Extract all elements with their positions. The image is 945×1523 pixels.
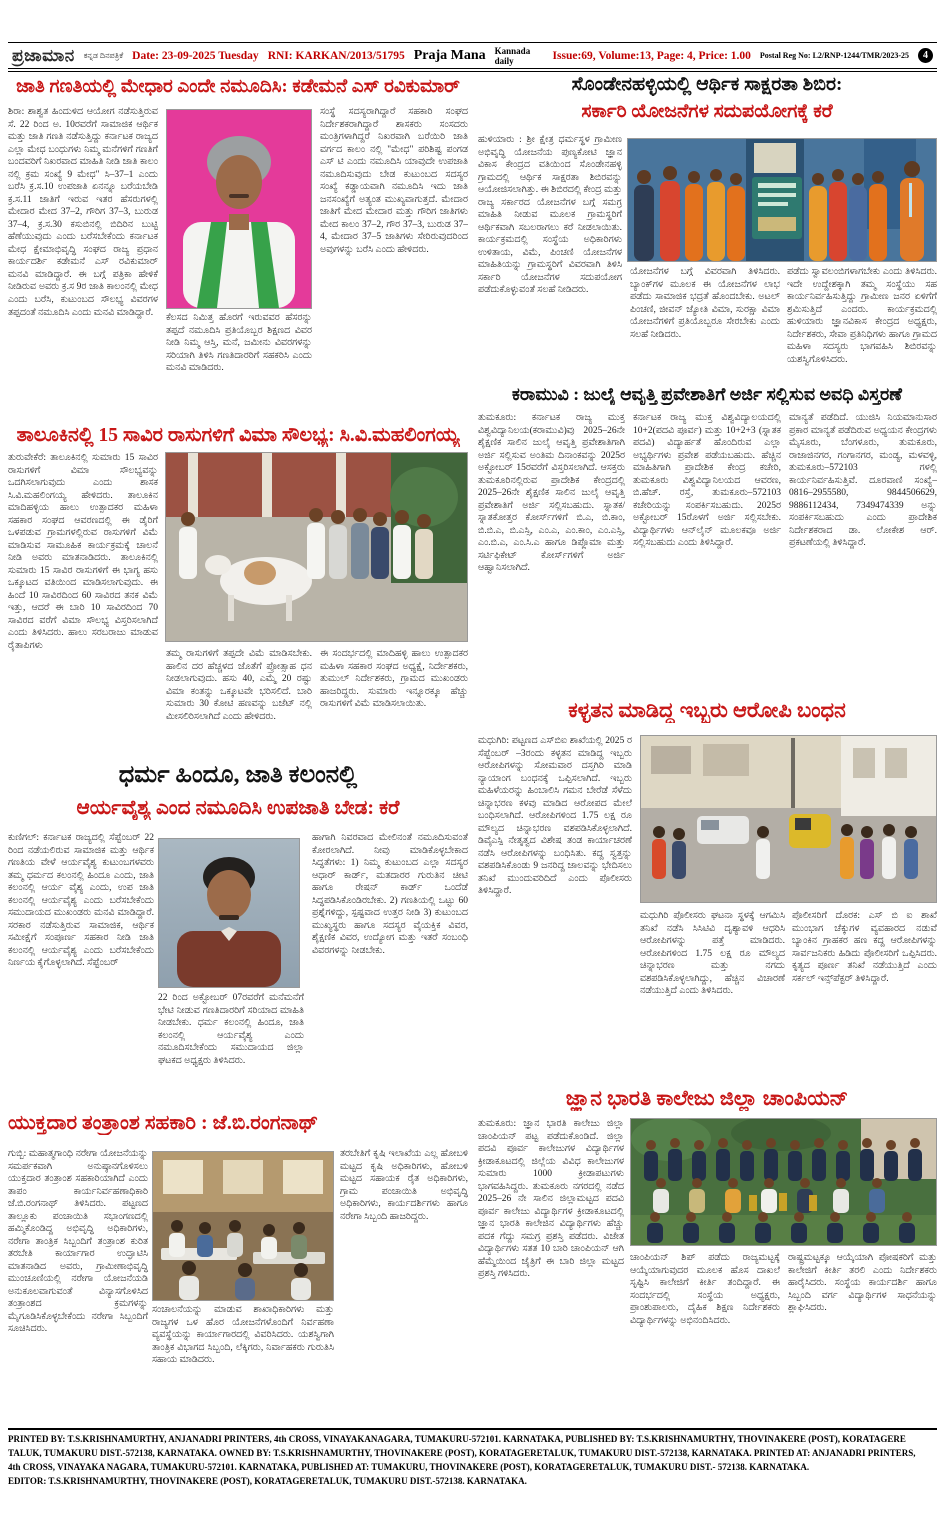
article-sakshartha-col2: ಯೋಜನೆಗಳ ಬಗ್ಗೆ ವಿವರವಾಗಿ ತಿಳಿಸಿದರು. ಬ್ಯಾಂಕ್‌ಗಳ ಮೂಲಕ ಈ ಯೋಜನೆಗಳ ಲಾಭ ಪಡೆದು ಸಾಮಾಜಿಕ ಭದ್ರತೆ ಹೊಂದಬೇಕು. ಅಟಲ್ ಪಿಂಚಣಿ, ಜೀವನ್ ಜ್ಯೋತಿ ವಿಮಾ, ಸುರಕ್ಷಾ ವಿಮಾ ಯೋಜನೆಗಳಿಗೆ ಪ್ರತಿಯೊಬ್ಬರೂ ಸೇರಬೇಕು ಎಂದು ಸಲಹೆ ನೀಡಿದರು. xyxy=(630,267,780,340)
article-karamuvi-col1: ತುಮಕೂರು: ಕರ್ನಾಟಕ ರಾಜ್ಯ ಮುಕ್ತ ವಿಶ್ವವಿದ್ಯಾನಿಲಯ(ಕರಾಮುವಿ)ವು 2025–26ನೇ ಶೈಕ್ಷಣಿಕ ಸಾಲಿನ ಜುಲೈ ಆವೃತ್ತಿ ಪ್ರವೇಶಾತಿಗಾಗಿ ಅರ್ಜಿ ಸಲ್ಲಿಸುವ ಅಂತಿಮ ದಿನಾಂಕವನ್ನು 2025ರ ಅಕ್ಟೋಬರ್ 15ರವರೆಗೆ ವಿಸ್ತರಿಸಲಾಗಿದೆ. ಆಸಕ್ತರು ತುಮಕೂರಿನಲ್ಲಿರುವ ಪ್ರಾದೇಶಿಕ ಕೇಂದ್ರದಲ್ಲಿ 2025–26ನೇ ಶೈಕ್ಷಣಿಕ ಸಾಲಿನ ಜುಲೈ ಆವೃತ್ತಿ ಪ್ರವೇಶಾತಿಗೆ ಅರ್ಜಿ ಸಲ್ಲಿಸಬಹುದು. ಸ್ನಾತಕ/ಸ್ನಾತಕೋತ್ತರ ಕೋರ್ಸ್‌ಗಳಿಗೆ ಬಿ.ಎ, ಬಿ.ಕಾಂ, ಬಿ.ಬಿ.ಎ, ಬಿ.ಎಸ್ಸಿ, ಎಂ.ಎ, ಎಂ.ಕಾಂ, ಎಂ.ಎಸ್ಸಿ, ಎಂ.ಬಿ.ಎ, ಎಂ.ಸಿ.ಎ ಹಾಗೂ ಡಿಪ್ಲೊಮಾ ಮತ್ತು ಸರ್ಟಿಫಿಕೇಟ್ ಕೋರ್ಸ್‌ಗಳಿಗೆ ಅರ್ಜಿ ಆಹ್ವಾನಿಸಲಾಗಿದೆ. xyxy=(478,413,625,574)
article-yuktadara-col3: ತರಬೇತಿಗೆ ಕೃಷಿ ಇಲಾಖೆಯ ಎಲ್ಲ ಹೋಬಳಿ ಮಟ್ಟದ ಕೃಷಿ ಅಧಿಕಾರಿಗಳು, ಹೋಬಳಿ ಮಟ್ಟದ ಸಹಾಯಕ ರೈತ ಅಧಿಕಾರಿಗಳು, ಗ್ರಾಮ ಪಂಚಾಯಿತಿ ಅಭಿವೃದ್ಧಿ ಅಧಿಕಾರಿಗಳು, ಕಾರ್ಯದರ್ಶಿಗಳು ಹಾಗೂ ನರೇಗಾ ಸಿಬ್ಬಂದಿ ಹಾಜರಿದ್ದರು. xyxy=(340,1149,468,1222)
newspaper-logo: ಪ್ರಜಾಮಾನ xyxy=(12,45,75,65)
article-aryavaishya-col3: ಹಾಗಾಗಿ ನಿವರವಾದ ಮೇಲಿನಂತೆ ನಮೂದಿಸುವಂತೆ ಕೋರಲಾಗಿದೆ. ನೀವು ಮಾಡಿಕೊಳ್ಳಬೇಕಾದ ಸಿದ್ಧತೆಗಳು: 1) ನಿಮ್ಮ ಕುಟುಂಬದ ಎಲ್ಲಾ ಸದಸ್ಯರ ಆಧಾರ್ ಕಾರ್ಡ್, ಮತದಾರರ ಗುರುತಿನ ಚೀಟಿ ಹಾಗೂ ರೇಷನ್ ಕಾರ್ಡ್ ಒಂದೆಡೆ ಸಿದ್ಧಪಡಿಸಿಕೊಂಡಿರಬೇಕು. 2) ಗಣತಿಯಲ್ಲಿ ಒಟ್ಟು 60 ಪ್ರಶ್ನೆಗಳಿದ್ದು, ಸ್ಪಷ್ಟವಾದ ಉತ್ತರ ನೀಡಿ 3) ಕುಟುಂಬದ ಮುಖ್ಯಸ್ಥರು ಹಾಗೂ ಸದಸ್ಯರ ವೈಯಕ್ತಿಕ ವಿವರ, ಶೈಕ್ಷಣಿಕ ವಿವರ, ಉದ್ಯೋಗ ಮತ್ತು ಇತರೆ ಸಂಬಂಧಿ ವಿವರಗಳನ್ನು ನೀಡಬೇಕು. xyxy=(312,833,468,956)
headline-aryavaishya-red: ಆರ್ಯವೈಶ್ಯ ಎಂದ ನಮೂದಿಸಿ ಉಪಜಾತಿ ಬೇಡ: ಕರೆ xyxy=(76,797,400,819)
imprint-line-3: 4th CROSS, VINAYAKA NAGARA, TUMAKURU-572101. KARNATAKA, PUBLISHED AT: TUMAKURU, THOVINAKERE (POST), KORATAGERETALUK, TUMAKURU DIST.- 572138. KARNATAKA. xyxy=(8,1461,810,1472)
article-medara-col2 xyxy=(166,106,312,418)
imprint-line-4: EDITOR: T.S.KRISHNAMURTHY, THOVINAKERE (POST), KORATAGERETALUK, TUMAKURU DIST.-572138. KARNATAKA. xyxy=(8,1475,527,1486)
article-sakshartha-col3: ಪಡೆದು ಸ್ವಾವಲಂಬಿಗಳಾಗಬೇಕು ಎಂದು ತಿಳಿಸಿದರು. ಇದೇ ಉದ್ದೇಶಕ್ಕಾಗಿ ತಮ್ಮ ಸಂಸ್ಥೆಯು ಸಹ ಕಾರ್ಯನಿರ್ವಹಿಸುತ್ತಿದ್ದು ಗ್ರಾಮೀಣ ಜನರ ಏಳಿಗೆಗೆ ಶ್ರಮಿಸುತ್ತಿದೆ ಎಂದರು. ಕಾರ್ಯಕ್ರಮದಲ್ಲಿ ಹುಳಿಯಾರು ಜ್ಞಾನವಿಕಾಸ ಕೇಂದ್ರದ ಅಧ್ಯಕ್ಷರು, ನಿರ್ದೇಶಕರು, ಸೇವಾ ಪ್ರತಿನಿಧಿಗಳು ಹಾಗೂ ಗ್ರಾಮದ ಮಹಿಳಾ ಸದಸ್ಯರು ಭಾಗವಹಿಸಿ ಶಿಬಿರವನ್ನು ಯಶಸ್ವಿಗೊಳಿಸಿದರು. xyxy=(787,267,937,365)
article-vima-col2: ತಮ್ಮ ರಾಸುಗಳಿಗೆ ತಪ್ಪದೇ ವಿಮೆ ಮಾಡಿಸಬೇಕು. ಹಾಲಿನ ದರ ಹೆಚ್ಚಳದ ಜೊತೆಗೆ ಪ್ರೋತ್ಸಾಹ ಧನ ನೀಡಲಾಗುವುದು. ಹಸು 40, ಎಮ್ಮೆ 20 ರಷ್ಟು ವಿಮಾ ಕಂತನ್ನು ಒಕ್ಕೂಟವೇ ಭರಿಸಲಿದೆ. ಬಾರಿ ಸುಮಾರು 30 ಕೋಟಿ ಹಣವನ್ನು ಬಜೆಟ್ ನಲ್ಲಿ ಮೀಸಲಿರಿಸಲಾಗಿದೆ ಎಂದು ಹೇಳಿದರು. xyxy=(166,649,312,722)
newspaper-tagline: ಕನ್ನಡ ದಿನಪತ್ರಿಕೆ xyxy=(83,50,124,60)
article-vima-col3: ಈ ಸಂದರ್ಭದಲ್ಲಿ ಮಾದಿಹಳ್ಳಿ ಹಾಲು ಉತ್ಪಾದಕರ ಮಹಿಳಾ ಸಹಕಾರ ಸಂಘದ ಅಧ್ಯಕ್ಷೆ, ನಿರ್ದೇಶಕರು, ತುಮುಲ್ ನಿರ್ದೇಶಕರು, ಗ್ರಾಮದ ಮುಖಂಡರು ಹಾಜರಿದ್ದರು. ಸುಮಾರು ಇನ್ನೂರಕ್ಕೂ ಹೆಚ್ಚು ರಾಸುಗಳಿಗೆ ವಿಮೆ ಮಾಡಿಸಲಾಯಿತು. xyxy=(320,649,468,710)
masthead-issue-info: Issue:69, Volume:13, Page: 4, Price: 1.00 xyxy=(552,49,751,62)
photo-community-leader-portrait xyxy=(158,838,300,988)
article-karamuvi-col3: ಮಾನ್ಯತೆ ಪಡೆದಿದೆ. ಯುಜಿಸಿ ನಿಯಮಾನುಸಾರ ಪ್ರಕಾರ ಮಾನ್ಯತೆ ಪಡೆದಿರುವ ಅಧ್ಯಯನ ಕೇಂದ್ರಗಳು ಮೈಸೂರು, ಬೆಂಗಳೂರು, ತುಮಕೂರು, ರಾಜಾಜಿನಗರ, ಗಂಗಾನಗರ, ಮಂಡ್ಯ, ಮಳವಳ್ಳಿ, ತುಮಕೂರು–572103 ಗಳಲ್ಲಿ ಕಾರ್ಯನಿರ್ವಹಿಸುತ್ತಿವೆ. ದೂರವಾಣಿ ಸಂಖ್ಯೆ– 0816–2955580, 9844506629, 9886112434, 7349474339 ಅನ್ನು ಸಂಪರ್ಕಿಸಬಹುದು ಎಂದು ಪ್ರಾದೇಶಿಕ ನಿರ್ದೇಶಕರಾದ ಡಾ. ಲೋಕೇಶ ಆರ್. ಪ್ರಕಟಣೆಯಲ್ಲಿ ತಿಳಿಸಿದ್ದಾರೆ. xyxy=(789,413,937,549)
article-karamuvi-col2: ಕರ್ನಾಟಕ ರಾಜ್ಯ ಮುಕ್ತ ವಿಶ್ವವಿದ್ಯಾಲಯದಲ್ಲಿ 10+2(ಪದವಿ ಪೂರ್ವ) ಮತ್ತು 10+2+3 (ಸ್ನಾತಕ ಪದವಿ) ವಿದ್ಯಾರ್ಹತೆ ಹೊಂದಿರುವ ಎಲ್ಲಾ ಅಭ್ಯರ್ಥಿಗಳು ಪ್ರವೇಶ ಪಡೆಯಬಹುದು. ಹೆಚ್ಚಿನ ಮಾಹಿತಿಗಾಗಿ ಪ್ರಾದೇಶಿಕ ಕೇಂದ್ರ ಕಚೇರಿ, ತುಮಕೂರು ವಿಶ್ವವಿದ್ಯಾನಿಲಯದ ಆವರಣ, ಬಿ.ಹೆಚ್. ರಸ್ತೆ, ತುಮಕೂರು–572103 ಕಚೇರಿಯನ್ನು ಸಂಪರ್ಕಿಸಬಹುದು. 2025ರ ಅಕ್ಟೋಬರ್ 15ರೊಳಗೆ ಅರ್ಜಿ ಸಲ್ಲಿಸಬೇಕು. ವಿದ್ಯಾರ್ಥಿಗಳು ಆನ್‌ಲೈನ್ ಮೂಲಕವೂ ಅರ್ಜಿ ಸಲ್ಲಿಸಬಹುದು ಎಂದು ತಿಳಿಸಿದ್ದಾರೆ. xyxy=(633,413,781,549)
photo-financial-literacy-group xyxy=(627,138,937,262)
headline-jnanabharati: ಜ್ಞಾನ ಭಾರತಿ ಕಾಲೇಜು ಜಿಲ್ಲಾ ಚಾಂಪಿಯನ್ xyxy=(565,1086,849,1110)
masthead-title-sub: Kannada daily xyxy=(494,45,531,66)
article-jnanabharati-col2: ಚಾಂಪಿಯನ್ ಶಿಪ್ ಪಡೆದು ರಾಜ್ಯಮಟ್ಟಕ್ಕೆ ಆಯ್ಕೆಯಾಗುವುದರ ಮೂಲಕ ಹೊಸ ದಾಖಲೆ ಸೃಷ್ಟಿಸಿ ಕಾಲೇಜಿಗೆ ಕೀರ್ತಿ ತಂದಿದ್ದಾರೆ. ಈ ಸಂದರ್ಭದಲ್ಲಿ ಸಂಸ್ಥೆಯ ಅಧ್ಯಕ್ಷರು, ಪ್ರಾಂಶುಪಾಲರು, ದೈಹಿಕ ಶಿಕ್ಷಣ ನಿರ್ದೇಶಕರು ವಿದ್ಯಾರ್ಥಿಗಳನ್ನು ಅಭಿನಂದಿಸಿದರು. xyxy=(630,1253,780,1326)
photo-cattle-insurance-event xyxy=(165,452,468,642)
article-yuktadara-col2: ಸಂಚಾಲನೆಯನ್ನು ಮಾಡುವ ಶಾಖಾಧಿಕಾರಿಗಳು ಮತ್ತು ರಾಜ್ಯಗಳ ಒಳ ಹೊರ ಯೋಜನೆಗಳೊಂದಿಗೆ ನಿರ್ವಹಣಾ ವ್ಯವಸ್ಥೆಯನ್ನು ಕಾರ್ಯಾಗಾರದಲ್ಲಿ ವಿವರಿಸಿದರು. ಯಶಸ್ವಿಗಾಗಿ ತಾಂತ್ರಿಕ ವಿಭಾಗದ ಸಿಬ್ಬಂದಿ, ಲೆಕ್ಕಿಗರು, ನಿರ್ವಾಹಕರು ಗುರುತಿಸಿ ಸಹಾಯ ಮಾಡಿದರು. xyxy=(152,1305,334,1366)
photo-training-meeting xyxy=(152,1151,334,1301)
imprint-footer xyxy=(8,1428,937,1489)
photo-ravikumar-portrait xyxy=(166,109,312,309)
article-yuktadara-col2-wrap xyxy=(152,1148,334,1424)
article-aryavaishya-col2: 22 ರಿಂದ ಅಕ್ಟೋಬರ್ 07ರವರೆಗೆ ಮನೆಮನೆಗೆ ಭೇಟಿ ನೀಡುವ ಗಣತಿದಾರರಿಗೆ ಸರಿಯಾದ ಮಾಹಿತಿ ನೀಡಬೇಕು. ಧರ್ಮ ಕಲಂನಲ್ಲಿ ಹಿಂದೂ, ಜಾತಿ ಕಲಂನಲ್ಲಿ ಆರ್ಯವೈಶ್ಯ ಎಂದು ನಮೂದಿಸಬೇಕೆಂದು ಸಮುದಾಯದ ಜಿಲ್ಲಾ ಘಟಕದ ಅಧ್ಯಕ್ಷರು ತಿಳಿಸಿದರು. xyxy=(158,993,304,1066)
headline-medara-census: ಜಾತಿ ಗಣತಿಯಲ್ಲಿ ಮೇಧಾರ ಎಂದೇ ನಮೂದಿಸಿ: ಕಡೇಮನೆ ಎಸ್ ರವಿಕುಮಾರ್ xyxy=(16,77,460,97)
headline-aryavaishya-black: ಧರ್ಮ ಹಿಂದೂ, ಜಾತಿ ಕಲಂನಲ್ಲಿ xyxy=(118,762,358,788)
headline-vima: ತಾಲೂಕಿನಲ್ಲಿ 15 ಸಾವಿರ ರಾಸುಗಳಿಗೆ ವಿಮಾ ಸೌಲಭ್ಯ: ಸಿ.ವಿ.ಮಹಲಿಂಗಯ್ಯ xyxy=(16,425,460,446)
headline-karamuvi: ಕರಾಮುವಿ : ಜುಲೈ ಆವೃತ್ತಿ ಪ್ರವೇಶಾತಿಗೆ ಅರ್ಜಿ ಸಲ್ಲಿಸುವ ಅವಧಿ ವಿಸ್ತರಣೆ xyxy=(512,384,902,404)
page-number-badge: 4 xyxy=(918,48,933,63)
headline-kallatana: ಕಳ್ಳತನ ಮಾಡಿದ್ದ ಇಬ್ಬರು ಆರೋಪಿ ಬಂಧನ xyxy=(568,698,846,722)
masthead-date: Date: 23-09-2025 Tuesday xyxy=(132,49,259,62)
article-kallatana-col2: ಮಧುಗಿರಿ ಪೊಲೀಸರು ಘಟನಾ ಸ್ಥಳಕ್ಕೆ ಆಗಮಿಸಿ ತನಿಖೆ ನಡೆಸಿ ಸಿಸಿಟಿವಿ ದೃಶ್ಯಾವಳಿ ಆಧರಿಸಿ ಆರೋಪಿಗಳನ್ನು ಪತ್ತೆ ಮಾಡಿದರು. ಆರೋಪಿಗಳಿಂದ 1.75 ಲಕ್ಷ ರೂ ಮೌಲ್ಯದ ಚಿನ್ನಾಭರಣ ಮತ್ತು ನಗದು ವಶಪಡಿಸಿಕೊಳ್ಳಲಾಗಿದ್ದು, ಹೆಚ್ಚಿನ ವಿಚಾರಣೆ ನಡೆಯುತ್ತಿದೆ ಎಂದು ತಿಳಿಸಿದರು. xyxy=(640,911,785,997)
headline-yuktadara: ಯುಕ್ತದಾರ ತಂತ್ರಾಂಶ ಸಹಕಾರಿ : ಜೆ.ಬಿ.ರಂಗನಾಥ್ xyxy=(8,1112,319,1134)
photo-champions-group xyxy=(630,1118,937,1246)
article-jnanabharati-col1: ತುಮಕೂರು: ಜ್ಞಾನ ಭಾರತಿ ಕಾಲೇಜು ಜಿಲ್ಲಾ ಚಾಂಪಿಯನ್ ಪಟ್ಟ ಪಡೆದುಕೊಂಡಿದೆ. ಜಿಲ್ಲಾ ಪದವಿ ಪೂರ್ವ ಕಾಲೇಜುಗಳ ವಿದ್ಯಾರ್ಥಿಗಳ ಕ್ರೀಡಾಕೂಟದಲ್ಲಿ ಜಿಲ್ಲೆಯ ವಿವಿಧ ಕಾಲೇಜುಗಳ ಸುಮಾರು 1000 ಕ್ರೀಡಾಪಟುಗಳು ಭಾಗವಹಿಸಿದ್ದರು. ತುಮಕೂರು ನಗರದಲ್ಲಿ ನಡೆದ 2025–26 ನೇ ಸಾಲಿನ ಜಿಲ್ಲಾಮಟ್ಟದ ಪದವಿ ಪೂರ್ವ ಕಾಲೇಜು ವಿದ್ಯಾರ್ಥಿಗಳ ಕ್ರೀಡಾಕೂಟದಲ್ಲಿ ಜ್ಞಾನ ಭಾರತಿ ಕಾಲೇಜಿನ ವಿದ್ಯಾರ್ಥಿಗಳು ಹೆಚ್ಚು ಪದಕ ಗೆದ್ದು ಸಮಗ್ರ ಪ್ರಶಸ್ತಿ ಪಡೆದರು. ವಿಜೇತ ವಿದ್ಯಾರ್ಥಿಗಳು ಸತತ 10 ಬಾರಿ ಚಾಂಪಿಯನ್ ಆಗಿ ಹೆಮ್ಮೆಯಿಂದ ಜೈತ್ರಿಗೆ ಈ ಬಾರಿ ಜಿಲ್ಲಾ ಮಟ್ಟದ ಪ್ರಶಸ್ತಿ ಗಳಿಸಿದರು. xyxy=(478,1119,624,1280)
article-sakshartha-col1: ಹುಳಿಯಾರು : ಶ್ರೀ ಕ್ಷೇತ್ರ ಧರ್ಮಸ್ಥಳ ಗ್ರಾಮೀಣ ಅಭಿವೃದ್ಧಿ ಯೋಜನೆಯ ಪುಣ್ಯಕೋಟಿ ಜ್ಞಾನ ವಿಕಾಸ ಕೇಂದ್ರದ ವತಿಯಿಂದ ಸೊಂಡೇನಹಳ್ಳಿ ಗ್ರಾಮದಲ್ಲಿ ಆರ್ಥಿಕ ಸಾಕ್ಷರತಾ ಶಿಬಿರವನ್ನು ಆಯೋಜಿಸಲಾಗಿತ್ತು. ಈ ಶಿಬಿರದಲ್ಲಿ ಕೇಂದ್ರ ಮತ್ತು ರಾಜ್ಯ ಸರ್ಕಾರದ ಯೋಜನೆಗಳ ಬಗ್ಗೆ ಸಮಗ್ರ ಮಾಹಿತಿ ನೀಡುವ ಮೂಲಕ ಗ್ರಾಮಸ್ಥರಿಗೆ ಆರ್ಥಿಕವಾಗಿ ಸಬಲರಾಗಲು ಕರೆ ನೀಡಲಾಯಿತು. ಕಾರ್ಯಕ್ರಮದಲ್ಲಿ ಸಂಸ್ಥೆಯ ಅಧಿಕಾರಿಗಳು ಉಳಿತಾಯ, ವಿಮೆ, ಪಿಂಚಣಿ ಯೋಜನೆಗಳ ಮಾಹಿತಿಯನ್ನು ಗ್ರಾಮಸ್ಥರಿಗೆ ವಿವರವಾಗಿ ತಿಳಿಸಿ ಸರ್ಕಾರಿ ಯೋಜನೆಗಳ ಸದುಪಯೋಗ ಪಡೆದುಕೊಳ್ಳುವಂತೆ ಸಲಹೆ ನೀಡಿದರು. xyxy=(478,135,622,296)
photo-street-scene xyxy=(640,735,937,903)
masthead xyxy=(8,42,937,72)
masthead-title-english: Praja Mana xyxy=(413,47,486,63)
article-aryavaishya-col1: ಕುಣಿಗಲ್: ಕರ್ನಾಟಕ ರಾಜ್ಯದಲ್ಲಿ ಸೆಪ್ಟೆಂಬರ್ 22 ರಿಂದ ನಡೆಯಲಿರುವ ಸಾಮಾಜಿಕ ಮತ್ತು ಆರ್ಥಿಕ ಗಣತಿಯ ವೇಳೆ ಆರ್ಯವೈಶ್ಯ ಕುಟುಂಬಗಳವರು ತಮ್ಮ ಧರ್ಮದ ಕಲಂನಲ್ಲಿ ಹಿಂದೂ ಎಂದು, ಜಾತಿ ಕಲಂನಲ್ಲಿ ಆರ್ಯ ವೈಶ್ಯ ಎಂದು, ಉಪ ಜಾತಿ ಕಲಂನಲ್ಲಿ ಆರ್ಯವೈಶ್ಯ ಎಂದು ಬರೆಸಬೇಕೆಂದು ಸಮುದಾಯದ ಮುಖಂಡರು ಮನವಿ ಮಾಡಿದ್ದಾರೆ. ಸರಕಾರ ನಡೆಸುತ್ತಿರುವ ಸಾಮಾಜಿಕ, ಆರ್ಥಿಕ ಸಮೀಕ್ಷೆಗೆ ಸಂಪೂರ್ಣ ಸಹಕಾರ ನೀಡಿ ಜಾತಿ ಕಲಂನಲ್ಲಿ ಆರ್ಯವೈಶ್ಯ ಎಂದು ಬರೆಸಬೇಕೆಂದು ನಿರ್ಣಯ ಕೈಗೊಳ್ಳಲಾಗಿದೆ. ಸೆಪ್ಟೆಂಬರ್ xyxy=(8,833,154,969)
article-vima-col1: ತುರುವೇಕೆರೆ: ತಾಲೂಕಿನಲ್ಲಿ ಸುಮಾರು 15 ಸಾವಿರ ರಾಸುಗಳಿಗೆ ವಿಮಾ ಸೌಲಭ್ಯವನ್ನು ಒದಗಿಸಲಾಗುವುದು ಎಂದು ಶಾಸಕ ಸಿ.ವಿ.ಮಹಲಿಂಗಯ್ಯ ಹೇಳಿದರು. ತಾಲೂಕಿನ ಮಾದಿಹಳ್ಳಿಯ ಹಾಲು ಉತ್ಪಾದಕರ ಮಹಿಳಾ ಸಹಕಾರ ಸಂಘದ ಆವರಣದಲ್ಲಿ ಈ ಡೈರಿಗೆ ಒಳಪಡುವ ಗ್ರಾಮಗಳಲ್ಲಿರುವ ರಾಸುಗಳಿಗೆ ವಿಮೆ ಮಾಡಿಸುವ ಸಾಮೂಹಿಕ ಕಾರ್ಯಕ್ರಮಕ್ಕೆ ಚಾಲನೆ ನೀಡಿ ಅವರು ಮಾತನಾಡಿದರು. ತಾಲೂಕಿನಲ್ಲಿ ಸುಮಾರು 15 ಸಾವಿರ ರಾಸುಗಳಿಗೆ ಈ ಭಾಗ್ಯ ಹಸು ಒಕ್ಕೂಟದ ವತಿಯಿಂದ ಮಾಡಿಸಲಾಗುವುದು. ಈ ಹಿಂದೆ 10 ಸಾವಿರದಿಂದ 60 ಸಾವಿರದ ತನಕ ವಿಮೆ ಇತ್ತು, ಆದರೆ ಈ ಬಾರಿ 10 ಸಾವಿರದಿಂದ 70 ಸಾವಿರದ ವರೆಗೆ ವಿಮಾ ಸೌಲಭ್ಯ ವಿಸ್ತರಿಸಲಾಗಿದೆ ಎಂದು ತಿಳಿಸಿದರು. ಹಾಲು ಸರಬರಾಜು ಮಾಡುವ ರೈತಾಪಿಗಳು xyxy=(8,453,158,651)
article-medara-col2-text: ಕೆಲಸದ ನಿಮಿತ್ತ ಹೊರಗೆ ಇರುವವರ ಹೆಸರನ್ನು ತಪ್ಪದೆ ನಮೂದಿಸಿ ಪ್ರತಿಯೊಬ್ಬರ ಶಿಕ್ಷಣದ ವಿವರ ನೀಡಿ ನಿಮ್ಮ ಆಸ್ತಿ, ಮನೆ, ಜಮೀನು ವಿವರಗಳನ್ನು ಸರಿಯಾಗಿ ತಿಳಿಸಿ ಗಣತಿದಾರರಿಗೆ ಸಹಕರಿಸಿ ಎಂದು ಮನವಿ ಮಾಡಿದರು. xyxy=(166,313,312,374)
headline-sakshartha-top: ಸೊಂಡೇನಹಳ್ಳಿಯಲ್ಲಿ ಆರ್ಥಿಕ ಸಾಕ್ಷರತಾ ಶಿಬಿರ: xyxy=(571,74,843,95)
article-medara-col3: ಸಂಸ್ಥೆ ಸದಸ್ಯರಾಗಿದ್ದಾರೆ ಸಹಕಾರಿ ಸಂಘದ ನಿರ್ದೇಶಕರಾಗಿದ್ದಾರೆ ಶಾಸಕರು ಸಂಸದರು ಮಂತ್ರಿಗಳಾಗಿದ್ದರೆ ನಿಖರವಾಗಿ ಬರೆಯಿರಿ ಜಾತಿ ವರ್ಗದ ಕಾಲಂ ನಲ್ಲಿ "ಮೇಧ" ಪರಿಶಿಷ್ಟ ಪಂಗಡ ಎಸ್ ಟಿ ಎಂದು ನಮೂದಿಸಿ ಯಾವುದೇ ಉಪಜಾತಿ ನಮೂದಿಸುವುದು ಬೇಡ ಕುಟುಂಬದ ಸದಸ್ಯರ ಸಂಖ್ಯೆ ಕಡ್ಡಾಯವಾಗಿ ನಮೂದಿಸಿ ಇದು ಜಾತಿ ಜನಸಂಖ್ಯೆಗೆ ಅತ್ಯಂತ ಮುಖ್ಯವಾಗುತ್ತದೆ. ಮೇದಾರ ಜಾತಿಗೆ ಮೇದ ಮೇದಾರ ಮತ್ತು ಗೌರಿಗ ಜಾತಿಗಳು ಮೇದ ಕಾಲಂ 37–2, ಗೌರ 37–3, ಬುರುಡ 37–4, ಮೇದಾರ 37–5 ಜಾತಿಗಳು ಸೇರಿರುವುದರಿಂದ ಅವುಗಳನ್ನು ಬರೆಸಿ ಎಂದು ಹೇಳಿದರು. xyxy=(320,107,468,255)
imprint-line-2: TALUK, TUMAKURU DIST.-572138, KARNATAKA. OWNED BY: T.S.KRISHNAMURTHY, THOVINAKERE (POST), KORATAGERETALUK, TUMAKURU DIST.-572138, KARNATAKA. PRINTED AT: ANJANADRI PRINTERS, xyxy=(8,1447,916,1458)
article-medara-col1: ಶಿರಾ: ಶಾಶ್ವತ ಹಿಂದುಳಿದ ಆಯೋಗ ನಡೆಸುತ್ತಿರುವ ಸೆ. 22 ರಿಂದ ಅ. 10ರವರೆಗೆ ಸಾಮಾಜಿಕ ಆರ್ಥಿಕ ಮತ್ತು ಜಾತಿ ಗಣತಿ ನಡೆಸುತ್ತಿದ್ದು ಕರ್ನಾಟಕ ರಾಜ್ಯದ ಎಲ್ಲಾ ಮೇಧ ಬಂಧುಗಳು ನಿಮ್ಮ ಮನೆಗಳಿಗೆ ಗಣತಿಗೆ ಬಂದವರಿಗೆ ನಿಖರವಾದ ಮಾಹಿತಿ ನೀಡಿ ಜಾತಿ ಕಾಲಂ ನಲ್ಲಿ ಕ್ರಮ ಸಂಖ್ಯೆ 9 ಮೇಧ" ಸಿ–37–1 ಎಂದು ಬರೆಸಿ ಕ್ರ.ಸ.10 ಉಪಜಾತಿ ಏನನ್ನೂ ಬರೆಯಬೇಡಿ ಕ್ರ.ಸ.11 ಜಾತಿಗೆ ಇರುವ ಇತರ ಹೆಸರುಗಳಲ್ಲಿ ಮೇದಾರ ಮೇದ 37–2, ಗೌರಿಗ 37–3, ಬುರುಡ 37–4, ಕ್ರ.ಸ.30 ಕಸುಬಿನಲ್ಲಿ ಬಿದಿರಿನ ಬುಟ್ಟಿ ಹೆಣೆಯುವುದು ಎಂದು ಬರೆಸಬೇಕೆಂದು ಕರ್ನಾಟಕ ಮೇಧ ಕ್ಷೇಮಾಭಿವೃದ್ಧಿ ಸಂಘದ ರಾಜ್ಯ ಪ್ರಧಾನ ಕಾರ್ಯದರ್ಶಿ ಕಡೇಮನೆ ಎಸ್ ರವಿಕುಮಾರ್ ಮನವಿ ಮಾಡಿದ್ದಾರೆ. ಈ ಬಗ್ಗೆ ಪತ್ರಿಕಾ ಹೇಳಿಕೆ ನೀಡಿರುವ ಅವರು ಕ್ರ.ಸ 9ರ ಜಾತಿ ಕಾಲಂನಲ್ಲಿ ಮೇಧ ಎಂದು ಬರೆಸಿ, ಕುಟುಂಬದ ಸೌಲಭ್ಯ ವಿವರಗಳ ತಪ್ಪದಂತೆ ನಮೂದಿಸಿ ಎಂದು ಮನವಿ ಮಾಡಿದ್ದಾರೆ. xyxy=(8,107,158,318)
masthead-postal-reg: Postal Reg No: L2/RNP-1244/TMR/2023-25 xyxy=(759,51,909,60)
article-jnanabharati-col3: ರಾಷ್ಟ್ರಮಟ್ಟಕ್ಕೂ ಆಯ್ಕೆಯಾಗಿ ಪೋಷಕರಿಗೆ ಮತ್ತು ಕಾಲೇಜಿಗೆ ಕೀರ್ತಿ ತರಲಿ ಎಂದು ನಿರ್ದೇಶಕರು ಹಾರೈಸಿದರು. ಸಂಸ್ಥೆಯ ಕಾರ್ಯದರ್ಶಿ ಹಾಗೂ ಸಿಬ್ಬಂದಿ ವರ್ಗ ವಿದ್ಯಾರ್ಥಿಗಳ ಸಾಧನೆಯನ್ನು ಶ್ಲಾಘಿಸಿದರು. xyxy=(788,1253,937,1314)
article-kallatana-col1: ಮಧುಗಿರಿ: ಪಟ್ಟಣದ ಎಸ್‌ಬಿಐ ಶಾಖೆಯಲ್ಲಿ 2025 ರ ಸೆಪ್ಟೆಂಬರ್ –3ರಂದು ಕಳ್ಳತನ ಮಾಡಿದ್ದ ಇಬ್ಬರು ಆರೋಪಿಗಳನ್ನು ಸೋಮವಾರ ದಸ್ತಗಿರಿ ಮಾಡಿ ನ್ಯಾಯಾಂಗ ಬಂಧನಕ್ಕೆ ಒಪ್ಪಿಸಲಾಗಿದೆ. ಇಬ್ಬರು ಮಹಿಳೆಯರನ್ನು ಹಿಂಬಾಲಿಸಿ ಗಮನ ಬೇರೆಡೆ ಸೆಳೆದು ಚಿನ್ನಾಭರಣ ಕಳವು ಮಾಡಿದ ಆರೋಪದ ಮೇಲೆ ಬಂಧಿಸಲಾಗಿದೆ. ಆರೋಪಿಗಳಿಂದ 1.75 ಲಕ್ಷ ರೂ ಮೌಲ್ಯದ ಚಿನ್ನಾಭರಣ ವಶಪಡಿಸಿಕೊಳ್ಳಲಾಗಿದೆ. ಡಿವೈಎಸ್ಪಿ ನೇತೃತ್ವದ ವಿಶೇಷ ತಂಡ ಕಾರ್ಯಾಚರಣೆ ನಡೆಸಿ ಆರೋಪಿಗಳನ್ನು ಬಂಧಿಸಿತು. ಕದ್ದ ಸ್ವತ್ತನ್ನು ವಶಪಡಿಸಿಕೊಂಡು 9 ಜನರಿದ್ದ ಜಾಲವನ್ನು ಭೇದಿಸಲು ತನಿಖೆ ಮುಂದುವರಿದಿದೆ ಎಂದು ಪೊಲೀಸರು ತಿಳಿಸಿದ್ದಾರೆ. xyxy=(478,736,632,897)
masthead-rni: RNI: KARKAN/2013/51795 xyxy=(267,49,405,62)
headline-sakshartha-main: ಸರ್ಕಾರಿ ಯೋಜನೆಗಳ ಸದುಪಯೋಗಕ್ಕೆ ಕರೆ xyxy=(581,101,833,122)
article-yuktadara-col1: ಗುಬ್ಬಿ: ಮಹಾತ್ಮಗಾಂಧಿ ನರೇಗಾ ಯೋಜನೆಯನ್ನು ಸಮರ್ಪಕವಾಗಿ ಅನುಷ್ಠಾನಗೊಳಿಸಲು ಯುಕ್ತದಾರ ತಂತ್ರಾಂಶ ಸಹಕಾರಿಯಾಗಿದೆ ಎಂದು ತಾಪಂ ಕಾರ್ಯನಿರ್ವಹಣಾಧಿಕಾರಿ ಜೆ.ಬಿ.ರಂಗನಾಥ್ ತಿಳಿಸಿದರು. ಪಟ್ಟಣದ ತಾಲ್ಲೂಕು ಪಂಚಾಯಿತಿ ಸಭಾಂಗಣದಲ್ಲಿ ಹಮ್ಮಿಕೊಂಡಿದ್ದ ಅಭಿವೃದ್ಧಿ ಅಧಿಕಾರಿಗಳು, ನರೇಗಾ ತಾಂತ್ರಿಕ ಸಿಬ್ಬಂದಿಗೆ ತಂತ್ರಾಂಶ ಕುರಿತ ತರಬೇತಿ ಕಾರ್ಯಾಗಾರ ಉದ್ಘಾಟಿಸಿ ಮಾತನಾಡಿದ ಅವರು, ಗ್ರಾಮೀಣಾಭಿವೃದ್ಧಿ ಮುಂಚೂಣಿಯಲ್ಲಿ ನರೇಗಾ ಯೋಜನೆಯಡಿ ಅನುಕೂಲವಾಗುವಂತೆ ವಿನ್ಯಾಸಗೊಳಿಸಿದ ತಂತ್ರಾಂಶದ ಕ್ರಮಗಳನ್ನು ಮೈಗೂಡಿಸಿಕೊಳ್ಳಬೇಕೆಂದು ನರೇಗಾ ಸಿಬ್ಬಂದಿಗೆ ಸೂಚಿಸಿದರು. xyxy=(8,1149,148,1335)
imprint-line-1: PRINTED BY: T.S.KRISHNAMURTHY, ANJANADRI PRINTERS, 4th CROSS, VINAYAKANAGARA, TUMAKURU-572101. KARNATAKA, PUBLISHED BY: T.S.KRISHNAMURTHY, THOVINAKERE (POST), KORATAGERE xyxy=(8,1434,906,1444)
article-kallatana-col3: ಪೊಲೀಸರಿಗೆ ದೊರಕ: ಎಸ್ ಬಿ ಐ ಶಾಖೆ ಮುಂಭಾಗ ಚೆಕ್ಕುಗಳ ವ್ಯವಹಾರದ ನಡುವೆ ಬ್ಯಾಂಕಿನ ಗ್ರಾಹಕರ ಹಣ ಕದ್ದ ಆರೋಪಿಗಳನ್ನು ಸಾರ್ವಜನಿಕರು ಹಿಡಿದು ಪೊಲೀಸರಿಗೆ ಒಪ್ಪಿಸಿದರು. ಕೃತ್ಯದ ಪೂರ್ಣ ತನಿಖೆ ನಡೆಯುತ್ತಿದೆ ಎಂದು ಸರ್ಕಲ್ ಇನ್ಸ್‌ಪೆಕ್ಟರ್ ತಿಳಿಸಿದ್ದಾರೆ. xyxy=(792,911,937,984)
